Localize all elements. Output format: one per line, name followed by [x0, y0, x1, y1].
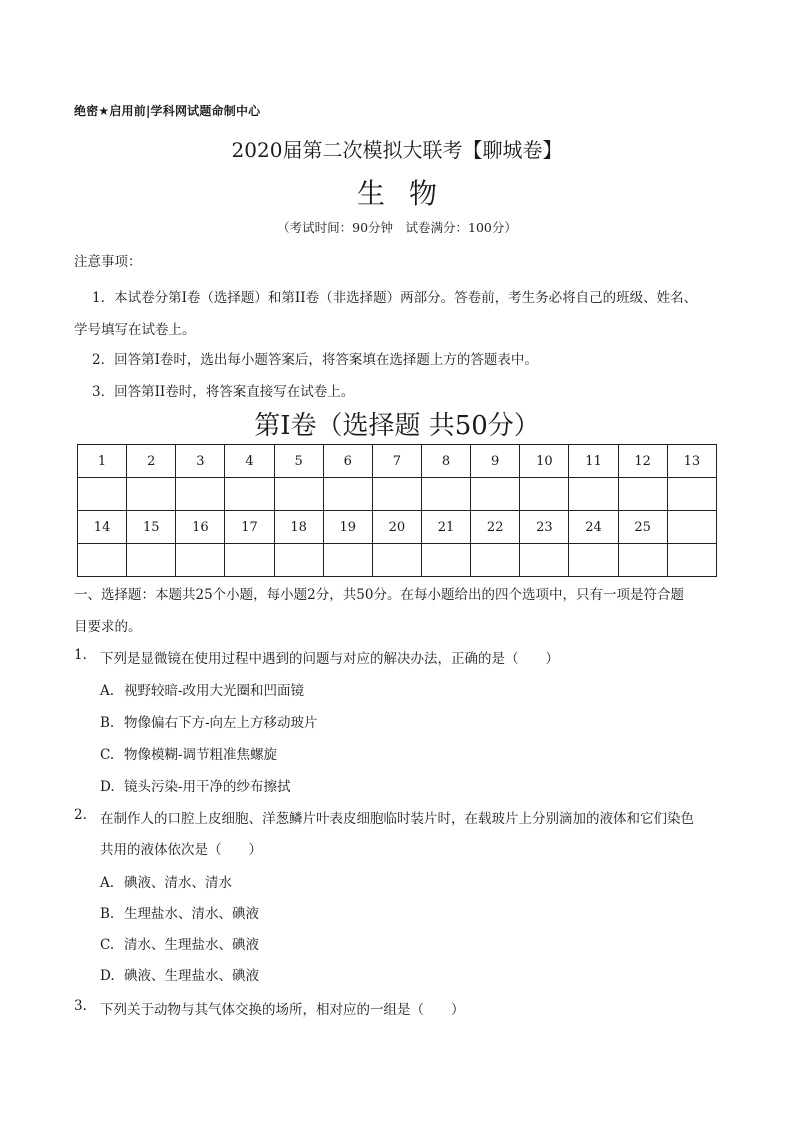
- option-letter: C.: [100, 747, 115, 763]
- option-text: 镜头污染-用干净的纱布擦拭: [124, 779, 291, 795]
- answer-blank-cell[interactable]: [225, 478, 274, 511]
- answer-number-cell: 22: [471, 511, 520, 544]
- answer-blank-cell[interactable]: [520, 478, 569, 511]
- option-b[interactable]: [100, 711, 318, 731]
- answer-blank-cell[interactable]: [274, 544, 323, 577]
- option-c[interactable]: [100, 933, 259, 953]
- answer-number-cell: 3: [176, 445, 225, 478]
- answer-number-cell: 17: [225, 511, 274, 544]
- option-text: 视野较暗-改用大光圈和凹面镜: [124, 683, 305, 699]
- answer-blank-cell[interactable]: [667, 478, 716, 511]
- answer-number-cell: 6: [323, 445, 372, 478]
- answer-blank-cell[interactable]: [78, 544, 127, 577]
- subject-title: 生物: [356, 177, 461, 210]
- answer-number-cell: 21: [421, 511, 470, 544]
- option-letter: B.: [100, 715, 115, 731]
- answer-number-cell: 16: [176, 511, 225, 544]
- note-item: 学号填写在试卷上。: [74, 322, 196, 338]
- option-text: 物像偏右下方-向左上方移动玻片: [124, 715, 318, 731]
- option-c[interactable]: [100, 743, 277, 763]
- answer-number-row: [78, 445, 717, 478]
- option-text: 清水、生理盐水、碘液: [124, 937, 259, 953]
- question-number: 1.: [74, 647, 87, 663]
- answer-blank-cell[interactable]: [520, 544, 569, 577]
- answer-blank-cell[interactable]: [421, 478, 470, 511]
- answer-number-cell: 24: [569, 511, 618, 544]
- option-letter: C.: [100, 937, 115, 953]
- answer-number-cell: 23: [520, 511, 569, 544]
- answer-number-cell: 20: [372, 511, 421, 544]
- option-letter: A.: [100, 683, 115, 699]
- option-a[interactable]: [100, 679, 304, 699]
- answer-blank-cell[interactable]: [225, 544, 274, 577]
- answer-table: [77, 444, 717, 577]
- answer-blank-cell[interactable]: [421, 544, 470, 577]
- section-title: 第I卷（选择题 共50分）: [254, 411, 540, 441]
- question-text: 在制作人的口腔上皮细胞、洋葱鳞片叶表皮细胞临时装片时，在载玻片上分别滴加的液体和它们染色: [100, 811, 694, 827]
- answer-number-cell: 14: [78, 511, 127, 544]
- answer-number-cell: 10: [520, 445, 569, 478]
- option-letter: D.: [100, 779, 115, 795]
- note-item: 2．回答第I卷时，选出每小题答案后，将答案填在选择题上方的答题表中。: [92, 352, 538, 368]
- answer-blank-cell[interactable]: [127, 478, 176, 511]
- option-text: 物像模糊-调节粗准焦螺旋: [124, 747, 278, 763]
- answer-blank-cell[interactable]: [569, 544, 618, 577]
- option-a[interactable]: [100, 871, 232, 891]
- answer-blank-cell[interactable]: [372, 544, 421, 577]
- option-letter: B.: [100, 906, 115, 922]
- answer-blank-row: [78, 544, 717, 577]
- answer-blank-cell[interactable]: [274, 478, 323, 511]
- notes-title: 注意事项：: [74, 254, 142, 270]
- secret-mark: 绝密★启用前|学科网试题命制中心: [74, 104, 261, 118]
- answer-blank-cell[interactable]: [569, 478, 618, 511]
- exam-title: 2020届第二次模拟大联考【聊城卷】: [231, 138, 563, 162]
- answer-number-cell: 4: [225, 445, 274, 478]
- answer-number-cell: 25: [618, 511, 667, 544]
- answer-number-row: [78, 511, 717, 544]
- answer-blank-cell[interactable]: [471, 544, 520, 577]
- answer-number-cell: 12: [618, 445, 667, 478]
- exam-info: （考试时间：90分钟 试卷满分：100分）: [277, 220, 517, 235]
- answer-number-cell: 9: [471, 445, 520, 478]
- option-letter: A.: [100, 875, 115, 891]
- option-text: 生理盐水、清水、碘液: [124, 906, 259, 922]
- option-letter: D.: [100, 968, 115, 984]
- answer-blank-cell[interactable]: [176, 478, 225, 511]
- question-number: 3.: [74, 998, 87, 1014]
- answer-blank-cell[interactable]: [176, 544, 225, 577]
- answer-number-cell: 7: [372, 445, 421, 478]
- answer-number-cell: 8: [421, 445, 470, 478]
- section-intro: 一、选择题：本题共25个小题，每小题2分，共50分。在每小题给出的四个选项中，只有一项是符合题: [74, 587, 684, 603]
- answer-blank-cell[interactable]: [372, 478, 421, 511]
- answer-number-cell: 13: [667, 445, 716, 478]
- option-d[interactable]: [100, 964, 259, 984]
- question-text: 下列是显微镜在使用过程中遇到的问题与对应的解决办法，正确的是（ ）: [100, 651, 559, 667]
- answer-blank-cell[interactable]: [127, 544, 176, 577]
- answer-number-cell: 1: [78, 445, 127, 478]
- answer-blank-cell[interactable]: [618, 478, 667, 511]
- answer-number-cell: 18: [274, 511, 323, 544]
- option-text: 碘液、生理盐水、碘液: [124, 968, 259, 984]
- answer-number-cell: 15: [127, 511, 176, 544]
- answer-blank-cell[interactable]: [618, 544, 667, 577]
- option-text: 碘液、清水、清水: [124, 875, 232, 891]
- question-text: 下列关于动物与其气体交换的场所，相对应的一组是（ ）: [100, 1002, 465, 1018]
- answer-blank-cell[interactable]: [323, 544, 372, 577]
- answer-blank-row: [78, 478, 717, 511]
- note-item: 1．本试卷分第I卷（选择题）和第II卷（非选择题）两部分。答卷前，考生务必将自己的班级、姓名、: [92, 290, 698, 306]
- section-intro: 目要求的。: [74, 619, 142, 635]
- answer-blank-cell[interactable]: [323, 478, 372, 511]
- answer-blank-cell[interactable]: [471, 478, 520, 511]
- answer-number-cell: [667, 511, 716, 544]
- option-d[interactable]: [100, 775, 291, 795]
- answer-number-cell: 5: [274, 445, 323, 478]
- question-number: 2.: [74, 807, 87, 823]
- option-b[interactable]: [100, 902, 259, 922]
- note-item: 3．回答第II卷时，将答案直接写在试卷上。: [92, 384, 355, 400]
- question-text: 共用的液体依次是（ ）: [100, 842, 262, 858]
- answer-blank-cell[interactable]: [667, 544, 716, 577]
- answer-number-cell: 19: [323, 511, 372, 544]
- answer-blank-cell[interactable]: [78, 478, 127, 511]
- answer-number-cell: 11: [569, 445, 618, 478]
- answer-number-cell: 2: [127, 445, 176, 478]
